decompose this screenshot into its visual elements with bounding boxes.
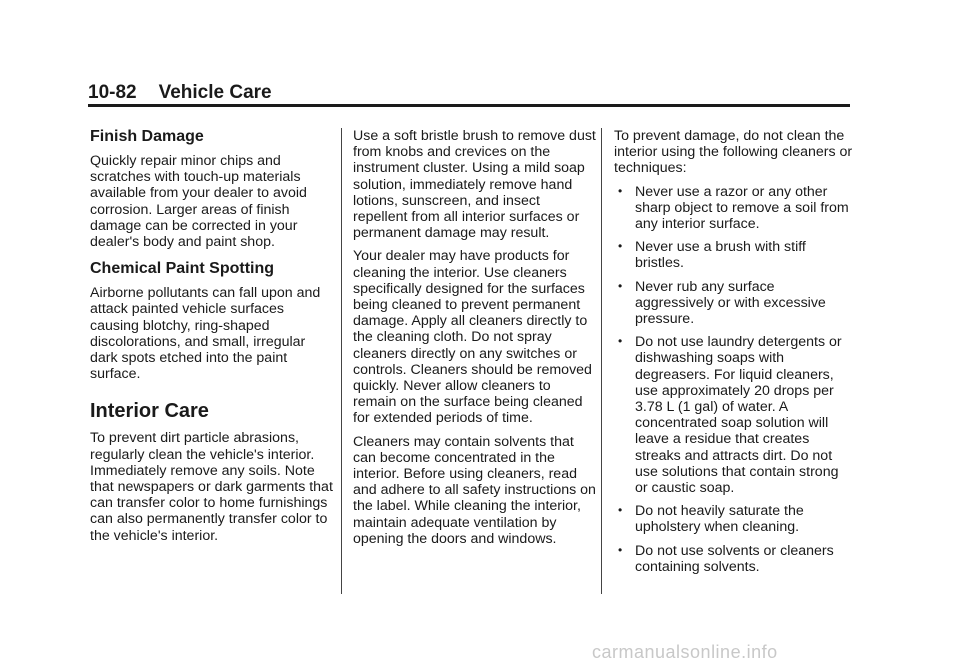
list-item-text: Never rub any surface aggressively or with excessive pressure. <box>635 278 826 328</box>
column-left <box>90 128 334 551</box>
list-item <box>614 543 854 575</box>
list-item <box>614 184 854 233</box>
list-item-text: Never use a razor or any other sharp object to remove a soil from any interior surface. <box>635 183 849 233</box>
watermark: carmanualsonline.info <box>592 642 778 662</box>
column-divider <box>341 128 342 594</box>
bullet-icon: • <box>618 542 623 557</box>
heading-finish-damage: Finish Damage <box>90 128 204 145</box>
bullet-icon: • <box>618 334 623 349</box>
bullet-icon: • <box>618 278 623 293</box>
list-item <box>614 239 854 271</box>
column-divider <box>601 128 602 594</box>
paragraph-interior-care: To prevent dirt particle abrasions, regularly clean the vehicle's interior. Immediately remove any soils. Note that newspapers or dark garments that can transfer color to home furnishings can also permanently transfer color to the vehicle's interior. <box>90 430 333 544</box>
column-middle <box>353 128 597 554</box>
list-item-text: Do not use laundry detergents or dishwashing soaps with degreasers. For liquid cleaners, use approximately 20 drops per 3.78 L (1 gal) of water. A concentrated soap solution will leave a residue that creates streaks and attracts dirt. Do not use solutions that contain strong or caustic soap. <box>635 334 842 497</box>
paragraph: Your dealer may have products for cleaning the interior. Use cleaners specifically designed for the surfaces being cleaned to prevent permanent damage. Apply all cleaners directly to the cleaning cloth. Do not spray cleaners directly on any switches or controls. Cleaners should be removed quickly. Never allow cleaners to remain on the surface being cleaned for extended periods of time. <box>353 248 592 427</box>
column-right <box>614 128 854 582</box>
paragraph-finish-damage: Quickly repair minor chips and scratches with touch-up materials available from your dealer to avoid corrosion. Larger areas of finish damage can be corrected in your dealer's body and paint shop. <box>90 153 307 251</box>
paragraph: Use a soft bristle brush to remove dust from knobs and crevices on the instrument cluster. Using a mild soap solution, immediately remove hand lotions, sunscreen, and insect repellent from all interior surfaces or permanent damage may result. <box>353 128 596 242</box>
section-title: Vehicle Care <box>158 82 272 103</box>
paragraph-intro: To prevent damage, do not clean the interior using the following cleaners or techniques: <box>614 128 853 177</box>
paragraph-chemical-paint-spotting: Airborne pollutants can fall upon and attack painted vehicle surfaces causing blotchy, ring-shaped discolorations, and small, irregular dark spots etched into the paint surface. <box>90 285 321 383</box>
bullet-icon: • <box>618 503 623 518</box>
list-item <box>614 279 854 328</box>
list-item-text: Do not use solvents or cleaners containing solvents. <box>635 542 834 575</box>
page-number: 10-82 <box>88 82 137 103</box>
bullet-list <box>614 184 854 575</box>
list-item-text: Do not heavily saturate the upholstery when cleaning. <box>635 503 804 536</box>
header-rule <box>88 104 850 107</box>
bullet-icon: • <box>618 239 623 254</box>
page-header <box>88 82 850 104</box>
list-item <box>614 334 854 496</box>
list-item-text: Never use a brush with stiff bristles. <box>635 239 806 272</box>
heading-interior-care: Interior Care <box>90 400 209 423</box>
bullet-icon: • <box>618 183 623 198</box>
list-item <box>614 503 854 535</box>
heading-chemical-paint-spotting: Chemical Paint Spotting <box>90 260 275 278</box>
paragraph: Cleaners may contain solvents that can become concentrated in the interior. Before using cleaners, read and adhere to all safety instructions on the label. While cleaning the interior, maintain adequate ventilation by opening the doors and windows. <box>353 433 596 547</box>
